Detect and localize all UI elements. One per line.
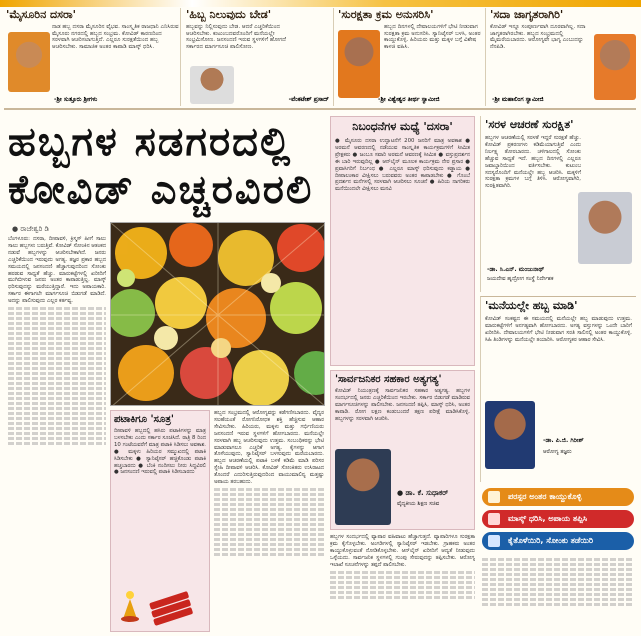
tip-label: ಕೈತೊಳೆಯಿರಿ, ಸೋಂಕು ತಡೆಯಿರಿ (508, 536, 594, 545)
quote-box-3 (338, 8, 486, 106)
festival-lights-photo (110, 222, 325, 406)
box-public-cooperation (330, 370, 475, 530)
speaker-portrait (190, 66, 234, 104)
swamiji-portrait (594, 34, 636, 100)
handwash-icon (488, 535, 500, 547)
box-text: ಕೋವಿಡ್ ನಿಯಂತ್ರಣಕ್ಕೆ ಸಾರ್ವಜನಿಕರ ಸಹಕಾರ ಅತ್ಯಗತ್ಯ. ಹಬ್ಬಗಳ ಸಂದರ್ಭದಲ್ಲಿ ಜನರು ಎಚ್ಚರಿಕೆಯಿಂದ ಇರಬೇಕು. ಸರ್ಕಾರ ಬಿಡುಗಡೆ ಮಾಡಿರುವ ಮಾರ್ಗಸೂಚಿಗಳನ್ನು ಪಾಲಿಸಬೇಕು. ಜನಸಂದಣಿ ತಪ್ಪಿಸಿ, ಮಾಸ್ಕ್ ಧರಿಸಿ, ಅಂತರ ಕಾಪಾಡಿ. ರೋಗ ಲಕ್ಷಣ ಕಂಡುಬಂದರೆ ತಕ್ಷಣ ಪರೀಕ್ಷೆ ಮಾಡಿಸಿಕೊಳ್ಳಿ. ಹಬ್ಬಗಳನ್ನು ಸರಳವಾಗಿ ಆಚರಿಸಿ. (335, 388, 470, 422)
minister-name: ● ಡಾ. ಕೆ. ಸುಧಾಕರ್ (397, 489, 449, 497)
box-title: 'ಮನೆಯಲ್ಲೇ ಹಬ್ಬ ಮಾಡಿ' (485, 299, 578, 312)
quote-signature: -ಶ್ರೀ ವಿಶ್ವೇಶ್ವರ ತೀರ್ಥ ಸ್ವಾಮೀಜಿ (378, 96, 440, 103)
box-title: ಪಟಾಕಿಗೂ 'ಸೂತ್ರ' (114, 414, 174, 425)
tip-label: ಮಾಸ್ಕ್ ಧರಿಸಿ, ಅಪಾಯ ತಪ್ಪಿಸಿ (508, 514, 588, 523)
box-title: 'ಸರಳ ಆಚರಣೆ ಸುರಕ್ಷಿತ' (485, 118, 574, 131)
mask-icon (488, 513, 500, 525)
quote-signature: -ಶ್ರೀ ಸುತ್ತೂರು ಶ್ರೀಗಳು (54, 96, 98, 103)
doctor-role: ಜಯದೇವ ಹೃದ್ರೋಗ ಸಂಸ್ಥೆ ನಿರ್ದೇಶಕ (487, 276, 554, 282)
expert-portrait (485, 401, 535, 469)
quote-title: 'ಹಿಬ್ಬ ನಿಲುವುದು ಬೇಡ' (186, 8, 272, 21)
lights-illustration (111, 223, 325, 406)
quote-title: 'ಸುರಕ್ಷತಾ ಕ್ರಮ ಅನುಸರಿಸಿ' (338, 8, 434, 21)
box-simple-celebration (480, 116, 636, 292)
swamiji-portrait (8, 32, 50, 92)
main-headline (8, 118, 326, 218)
tip-pill-mask (482, 510, 634, 528)
quote-box-1 (6, 8, 181, 106)
firecracker-icon (115, 567, 205, 627)
doctor-portrait (578, 192, 632, 264)
expert-role: ಆರೋಗ್ಯ ತಜ್ಞರು (543, 449, 572, 455)
box-text: ಕೋವಿಡ್ ಸಂಕಷ್ಟದ ಈ ಸಮಯದಲ್ಲಿ ಮನೆಯಲ್ಲೇ ಹಬ್ಬ ಮಾಡುವುದು ಉತ್ತಮ. ಮಾರುಕಟ್ಟೆಗಳಿಗೆ ಅನಗತ್ಯವಾಗಿ ಹೋಗಬಾರದು. ಅಗತ್ಯ ವಸ್ತುಗಳನ್ನು ಒಂದೇ ಬಾರಿಗೆ ಖರೀದಿಸಿ. ದೇವಾಲಯಗಳಿಗೆ ಭೇಟಿ ನೀಡುವಾಗ ಸರತಿ ಸಾಲಿನಲ್ಲಿ ಅಂತರ ಕಾಯ್ದುಕೊಳ್ಳಿ. ಸಿಹಿ ತಿಂಡಿಗಳನ್ನು ಮನೆಯಲ್ಲೇ ತಯಾರಿಸಿ. ಆರೋಗ್ಯಕರ ಆಹಾರ ಸೇವಿಸಿ. (485, 316, 632, 343)
story-column-2 (214, 410, 324, 632)
headline-line-1: ಹಬ್ಬಗಳ ಸಡಗರದಲ್ಲಿ (8, 119, 293, 165)
quote-title: 'ಮೈಸೂರಿನ ದಸರಾ' (6, 8, 77, 21)
quote-box-4 (490, 8, 636, 106)
box-title: 'ಸಾರ್ವಜನಿಕರ ಸಹಕಾರ ಅತ್ಯಗತ್ಯ' (335, 374, 442, 385)
filler-column (482, 556, 634, 632)
tip-pill-distance (482, 488, 634, 506)
box-title: ನಿಬಂಧನೆಗಳ ಮಧ್ಯೆ 'ದಸರಾ' (352, 120, 453, 133)
tip-label: ಪರಸ್ಪರ ಅಂತರ ಕಾಯ್ದುಕೊಳ್ಳಿ (508, 492, 582, 501)
story-text: ಹಬ್ಬಗಳ ಸಂದರ್ಭದಲ್ಲಿ ವ್ಯಾಪಾರ ವಹಿವಾಟು ಹೆಚ್ಚಾಗುತ್ತದೆ. ವ್ಯಾಪಾರಿಗಳೂ ಸುರಕ್ಷತಾ ಕ್ರಮ ಕೈಗೊಳ್ಳಬೇಕು. ಅಂಗಡಿಗಳಲ್ಲಿ ಸ್ಯಾನಿಟೈಸರ್ ಇಡಬೇಕು. ಗ್ರಾಹಕರು ಅಂತರ ಕಾಯ್ದುಕೊಳ್ಳುವಂತೆ ನೋಡಿಕೊಳ್ಳಬೇಕು. ಆನ್‌ಲೈನ್ ಖರೀದಿಗೆ ಆದ್ಯತೆ ನೀಡುವುದು ಒಳ್ಳೆಯದು. ಸಾರ್ವಜನಿಕ ಸ್ಥಳಗಳಲ್ಲಿ ಗುಂಪು ಸೇರುವುದನ್ನು ತಪ್ಪಿಸಬೇಕು. ಆರೋಗ್ಯ ಇಲಾಖೆ ಸೂಚನೆಗಳನ್ನು ತಪ್ಪದೆ ಪಾಲಿಸಬೇಕು. (330, 534, 475, 568)
box-text: ಹಬ್ಬಗಳ ಆಚರಣೆಯಲ್ಲಿ ಸರಳತೆ ಇದ್ದರೆ ಸುರಕ್ಷತೆ ಹೆಚ್ಚು. ಕೋವಿಡ್ ಪ್ರಕರಣಗಳು ಕಡಿಮೆಯಾಗುತ್ತಿವೆ ಎಂದು ನಿರ್ಲಕ್ಷ್ಯ ತೋರಬಾರದು. ಚಳಿಗಾಲದಲ್ಲಿ ಸೋಂಕು ಹೆಚ್ಚುವ ಸಾಧ್ಯತೆ ಇದೆ. ಹಬ್ಬದ ದಿನಗಳಲ್ಲಿ ಎಲ್ಲರೂ ಜವಾಬ್ದಾರಿಯಿಂದ ವರ್ತಿಸಬೇಕು. ಕುಟುಂಬ ಸದಸ್ಯರೊಂದಿಗೆ ಮನೆಯಲ್ಲೇ ಹಬ್ಬ ಆಚರಿಸಿ. ಮಕ್ಕಳಿಗೆ ಸುರಕ್ಷತಾ ಕ್ರಮಗಳ ಬಗ್ಗೆ ತಿಳಿಸಿ. ಆರೋಗ್ಯವಾಗಿರಿ, ಸುರಕ್ಷಿತವಾಗಿರಿ. (485, 135, 581, 190)
doctor-name: -ಡಾ. ಸಿ.ಎನ್. ಮಂಜುನಾಥ್ (487, 266, 545, 273)
tip-pill-handwash (482, 532, 634, 550)
quote-text: ಕೋವಿಡ್ ಇನ್ನೂ ಸಂಪೂರ್ಣವಾಗಿ ದೂರವಾಗಿಲ್ಲ. ಸದಾ ಜಾಗೃತರಾಗಿರಬೇಕು. ಹಬ್ಬದ ಸಂಭ್ರಮದಲ್ಲಿ ಮೈಮರೆಯಬಾರದು. ಆರೋಗ್ಯವೇ ಭಾಗ್ಯ ಎಂಬುದನ್ನು ನೆನಪಿಡಿ. (490, 24, 586, 50)
headline-line-2: ಕೋವಿಡ್ ಎಚ್ಚರವಿರಲಿ (8, 167, 314, 213)
quote-box-2 (186, 8, 334, 106)
story-text: ಹಬ್ಬದ ಸಂಭ್ರಮದಲ್ಲಿ ಆರೋಗ್ಯವನ್ನು ಕಡೆಗಣಿಸಬಾರದು. ವೈದ್ಯರ ಸಲಹೆಯಂತೆ ರೋಗನಿರೋಧಕ ಶಕ್ತಿ ಹೆಚ್ಚಿಸುವ ಆಹಾರ ಸೇವಿಸಬೇಕು. ಹಿರಿಯರು, ಮಕ್ಕಳು ಮತ್ತು ಗರ್ಭಿಣಿಯರು ಜನಸಂದಣಿ ಇರುವ ಸ್ಥಳಗಳಿಗೆ ಹೋಗಬಾರದು. ಮನೆಯಲ್ಲೇ ಸರಳವಾಗಿ ಹಬ್ಬ ಆಚರಿಸುವುದು ಉತ್ತಮ. ಸಂಬಂಧಿಕರನ್ನು ಭೇಟಿ ಮಾಡುವಾಗಲೂ ಎಚ್ಚರಿಕೆ ಅಗತ್ಯ. ಕೈಗಳನ್ನು ಆಗಾಗ ತೊಳೆಯುವುದು, ಸ್ಯಾನಿಟೈಸರ್ ಬಳಸುವುದು ಮರೆಯಬಾರದು. ಹಬ್ಬದ ಆಚರಣೆಯಲ್ಲಿ ಪಟಾಕಿ ಬಳಕೆ ಕಡಿಮೆ ಮಾಡಿ ಪರಿಸರ ಸ್ನೇಹಿ ದೀಪಾವಳಿ ಆಚರಿಸಿ. ಕೋವಿಡ್ ಸೋಂಕಿತರು ಉಸಿರಾಟದ ತೊಂದರೆ ಎದುರಿಸುತ್ತಿರುವುದರಿಂದ ವಾಯುಮಾಲಿನ್ಯ ಮತ್ತಷ್ಟು ಅಪಾಯ ತರಬಹುದು. (214, 410, 324, 486)
quote-signature: -ವೆಂಕಟೇಶ್ ಪ್ರಸಾದ್ (288, 96, 329, 103)
quote-text: ನಾಡ ಹಬ್ಬ ದಸರಾ ಮೈಸೂರಿನ ವೈಭವ. ಸಾಂಸ್ಕೃತಿಕ ರಾಜಧಾನಿ ಎನಿಸಿರುವ ಮೈಸೂರು ನಗರದಲ್ಲಿ ಹಬ್ಬದ ಸಂಭ್ರಮ. ಕೋವಿಡ್ ಕಾರಣದಿಂದ ಸರಳವಾಗಿ ಆಚರಿಸಲಾಗುತ್ತಿದೆ. ಎಲ್ಲರೂ ಸುರಕ್ಷತೆಯಿಂದ ಹಬ್ಬ ಆಚರಿಸಬೇಕು. ಸಾಮಾಜಿಕ ಅಂತರ ಕಾಪಾಡಿ ಮಾಸ್ಕ್ ಧರಿಸಿ. (52, 24, 179, 50)
box-text: ● ಮೈಸೂರು ದಸರಾ ಉದ್ಘಾಟನೆಗೆ 200 ಜನರಿಗೆ ಮಾತ್ರ ಅವಕಾಶ ● ಅರಮನೆ ಆವರಣದಲ್ಲಿ ನಡೆಯುವ ಸಾಂಸ್ಕೃತಿಕ ಕಾರ್ಯಕ್ರಮಗಳಿಗೆ ಸೀಮಿತ ಪ್ರೇಕ್ಷಕರು ● ಜಂಬೂ ಸವಾರಿ ಅರಮನೆ ಆವರಣಕ್ಕೆ ಸೀಮಿತ ● ವಸ್ತುಪ್ರದರ್ಶನ ಈ ಬಾರಿ ಇರುವುದಿಲ್ಲ ● ಆನ್‌ಲೈನ್ ಮೂಲಕ ಕಾರ್ಯಕ್ರಮ ನೇರ ಪ್ರಸಾರ ● ಪ್ರವಾಸಿಗರಿಗೆ ನಿರ್ಬಂಧ ● ಎಲ್ಲರೂ ಮಾಸ್ಕ್ ಧರಿಸುವುದು ಕಡ್ಡಾಯ ● ದೀಪಾಲಂಕಾರ ವೀಕ್ಷಿಸಲು ಬರುವವರು ಅಂತರ ಕಾಪಾಡಬೇಕು ● ಗೊಂಬೆ ಪ್ರದರ್ಶನ ಮನೆಗಳಲ್ಲಿ ಸರಳವಾಗಿ ಆಚರಿಸಲು ಸೂಚನೆ ● ಹಿರಿಯ ನಾಗರಿಕರು ಮನೆಯಿಂದಲೇ ವೀಕ್ಷಿಸಲು ಮನವಿ (335, 138, 470, 193)
divider (4, 108, 636, 110)
quote-title: 'ಸದಾ ಜಾಗೃತರಾಗಿರಿ' (490, 8, 564, 21)
box-celebrate-at-home (480, 296, 636, 482)
box-text: ದೀಪಾವಳಿ ಹಬ್ಬದಲ್ಲಿ ಹಸಿರು ಪಟಾಕಿಗಳನ್ನು ಮಾತ್ರ ಬಳಸಬೇಕು ಎಂದು ಸರ್ಕಾರ ಸೂಚಿಸಿದೆ. ರಾತ್ರಿ 8 ರಿಂದ 10 ಗಂಟೆಯವರೆಗೆ ಮಾತ್ರ ಪಟಾಕಿ ಸಿಡಿಸಲು ಅವಕಾಶ. ● ಮಕ್ಕಳು ಹಿರಿಯರ ಸಮ್ಮುಖದಲ್ಲಿ ಪಟಾಕಿ ಸಿಡಿಸಬೇಕು ● ಸ್ಯಾನಿಟೈಸರ್ ಹಚ್ಚಿಕೊಂಡು ಪಟಾಕಿ ಹಚ್ಚಬಾರದು ● ಬೆಂಕಿ ನಂದಿಸಲು ನೀರು ಸಿದ್ಧವಿರಲಿ ● ಜನಸಂದಣಿ ಇರುವಲ್ಲಿ ಪಟಾಕಿ ಸಿಡಿಸಬಾರದು (114, 428, 206, 476)
top-decorative-strip (0, 0, 641, 7)
box-dasara-rules (330, 116, 475, 366)
minister-portrait (335, 449, 391, 525)
story-column-3 (330, 534, 475, 632)
expert-name: -ಡಾ. ಪಿ.ಜಿ. ಗಿರೀಶ್ (543, 437, 584, 444)
byline: ● ರಾಜೇಶ್ವರಿ ಡಿ (12, 225, 49, 233)
story-text: ಬೆಂಗಳೂರು: ದಸರಾ, ದೀಪಾವಳಿ, ಕ್ರಿಸ್ಮಸ್ ಹೀಗೆ ಸಾಲು ಸಾಲು ಹಬ್ಬಗಳು ಬರುತ್ತಿವೆ. ಕೋವಿಡ್ ಸೋಂಕಿನ ಆತಂಕದ ನಡುವೆ ಹಬ್ಬಗಳನ್ನು ಆಚರಿಸಬೇಕಾಗಿದೆ. ಜನರು ಎಚ್ಚರಿಕೆಯಿಂದ ಇರುವುದು ಅಗತ್ಯ. ತಜ್ಞರ ಪ್ರಕಾರ ಹಬ್ಬದ ಸಮಯದಲ್ಲಿ ಜನಸಂದಣಿ ಹೆಚ್ಚಾಗುವುದರಿಂದ ಸೋಂಕು ಹರಡುವ ಸಾಧ್ಯತೆ ಹೆಚ್ಚು. ಮಾರುಕಟ್ಟೆಗಳಲ್ಲಿ ಖರೀದಿಗೆ ಮುಗಿಬೀಳುವ ಜನರು ಅಂತರ ಕಾಪಾಡುತ್ತಿಲ್ಲ. ಮಾಸ್ಕ್ ಧರಿಸುವುದನ್ನು ಮರೆಯುತ್ತಿದ್ದಾರೆ. ಇದು ಅಪಾಯಕಾರಿ. ಸರ್ಕಾರ ಈಗಾಗಲೇ ಮಾರ್ಗಸೂಚಿ ಬಿಡುಗಡೆ ಮಾಡಿದೆ. ಅದನ್ನು ಪಾಲಿಸುವುದು ಎಲ್ಲರ ಕರ್ತವ್ಯ. (8, 236, 106, 305)
story-column-1 (8, 236, 106, 631)
swamiji-portrait (338, 30, 380, 98)
quote-text: ಹಬ್ಬವನ್ನು ನಿಲ್ಲಿಸುವುದು ಬೇಡ. ಆದರೆ ಎಚ್ಚರಿಕೆಯಿಂದ ಆಚರಿಸಬೇಕು. ಕುಟುಂಬದವರೊಂದಿಗೆ ಮನೆಯಲ್ಲೇ ಸಂಭ್ರಮಿಸೋಣ. ಜನಸಂದಣಿ ಇರುವ ಸ್ಥಳಗಳಿಗೆ ಹೋಗದೆ ಸರ್ಕಾರದ ಮಾರ್ಗಸೂಚಿ ಪಾಲಿಸೋಣ. (186, 24, 286, 50)
distance-icon (488, 491, 500, 503)
minister-role: ವೈದ್ಯಕೀಯ ಶಿಕ್ಷಣ ಸಚಿವ (397, 501, 440, 507)
quote-signature: -ಶ್ರೀ ಮಹಾಲಿಂಗ ಸ್ವಾಮೀಜಿ (492, 96, 544, 103)
quote-text: ಹಬ್ಬದ ದಿನಗಳಲ್ಲಿ ದೇವಾಲಯಗಳಿಗೆ ಭೇಟಿ ನೀಡುವಾಗ ಸುರಕ್ಷತಾ ಕ್ರಮ ಅನುಸರಿಸಿ. ಸ್ಯಾನಿಟೈಸರ್ ಬಳಸಿ, ಅಂತರ ಕಾಯ್ದುಕೊಳ್ಳಿ. ಹಿರಿಯರು ಮತ್ತು ಮಕ್ಕಳ ಬಗ್ಗೆ ವಿಶೇಷ ಕಾಳಜಿ ವಹಿಸಿ. (384, 24, 481, 50)
box-firecracker-rules (110, 410, 210, 632)
